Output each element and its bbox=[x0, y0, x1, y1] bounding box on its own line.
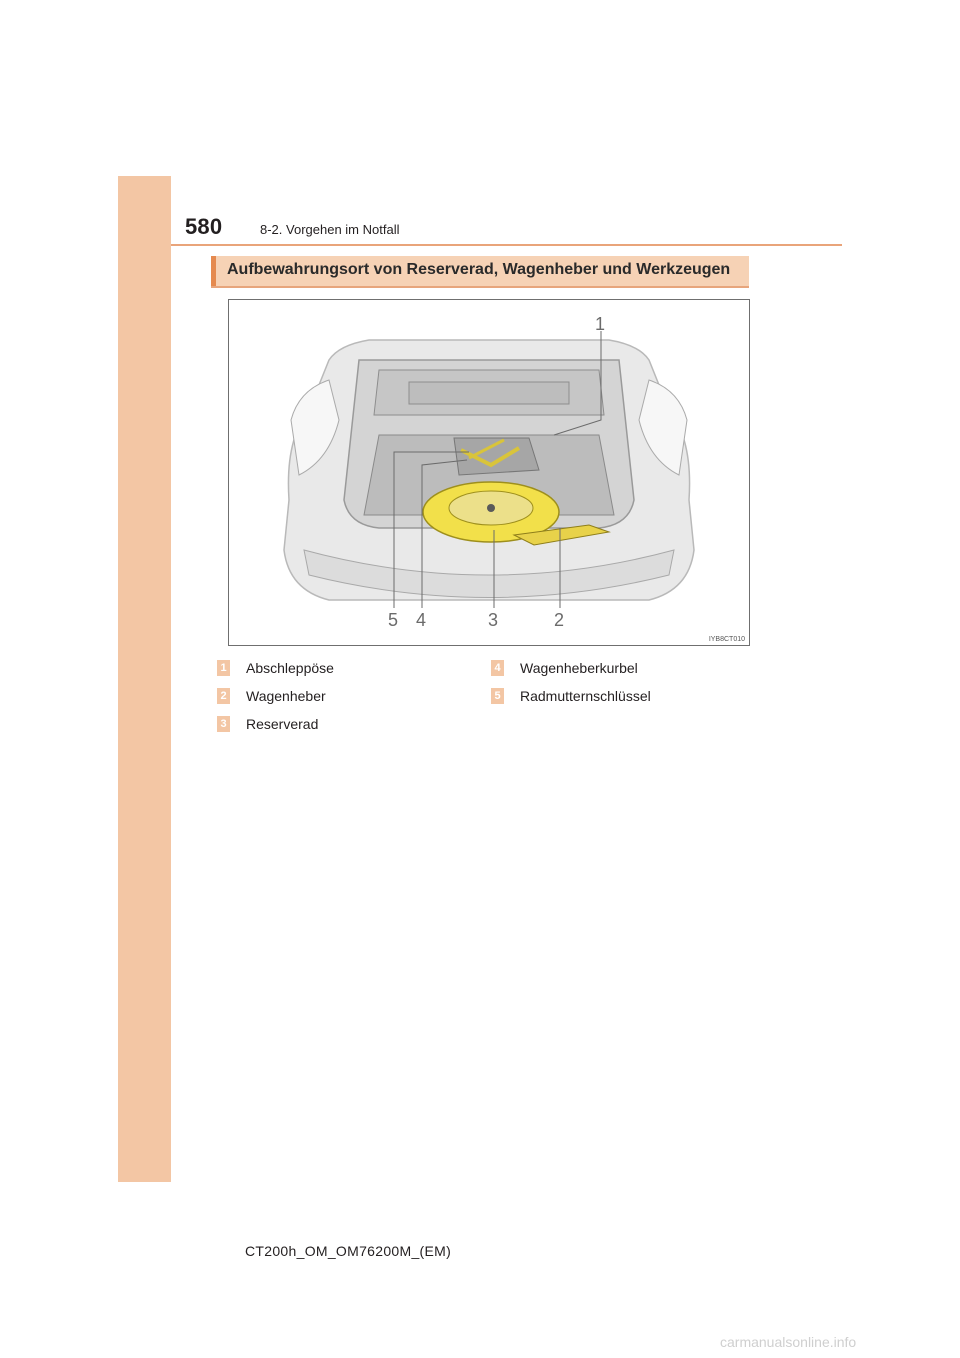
section-heading bbox=[211, 256, 749, 288]
legend-item-2 bbox=[217, 686, 326, 706]
legend-label: Abschleppöse bbox=[246, 660, 334, 676]
callout-4: 4 bbox=[416, 610, 427, 630]
section-title: 8-2. Vorgehen im Notfall bbox=[260, 222, 400, 237]
site-watermark: carmanualsonline.info bbox=[720, 1334, 857, 1350]
legend-number: 3 bbox=[217, 716, 230, 732]
image-code: IYB8CT010 bbox=[708, 636, 745, 643]
heading-text: Aufbewahrungsort von Reserverad, Wagenheber und Werkzeugen bbox=[227, 261, 731, 278]
legend-item-3 bbox=[217, 714, 318, 734]
legend-number: 2 bbox=[217, 688, 230, 704]
page-number: 580 bbox=[185, 214, 223, 239]
callout-3: 3 bbox=[488, 610, 499, 630]
car-trunk-drawing bbox=[229, 300, 749, 645]
legend-number: 4 bbox=[491, 660, 504, 676]
legend-item-4 bbox=[491, 658, 638, 678]
wheel-hub bbox=[487, 504, 495, 512]
trunk-illustration bbox=[228, 299, 750, 646]
legend-item-5 bbox=[491, 686, 651, 706]
cargo-tray bbox=[409, 382, 569, 404]
header-rule bbox=[171, 244, 842, 246]
callout-2: 2 bbox=[554, 610, 565, 630]
legend-number: 1 bbox=[217, 660, 230, 676]
legend-label: Wagenheber bbox=[246, 688, 326, 704]
side-margin-band bbox=[118, 176, 171, 1182]
document-code: CT200h_OM_OM76200M_(EM) bbox=[245, 1243, 452, 1259]
legend-label: Wagenheberkurbel bbox=[520, 660, 638, 676]
legend-item-1 bbox=[217, 658, 334, 678]
callout-1: 1 bbox=[595, 314, 606, 334]
callout-5: 5 bbox=[388, 610, 399, 630]
legend-number: 5 bbox=[491, 688, 504, 704]
legend-label: Radmutternschlüssel bbox=[520, 688, 651, 704]
legend-label: Reserverad bbox=[246, 716, 319, 732]
